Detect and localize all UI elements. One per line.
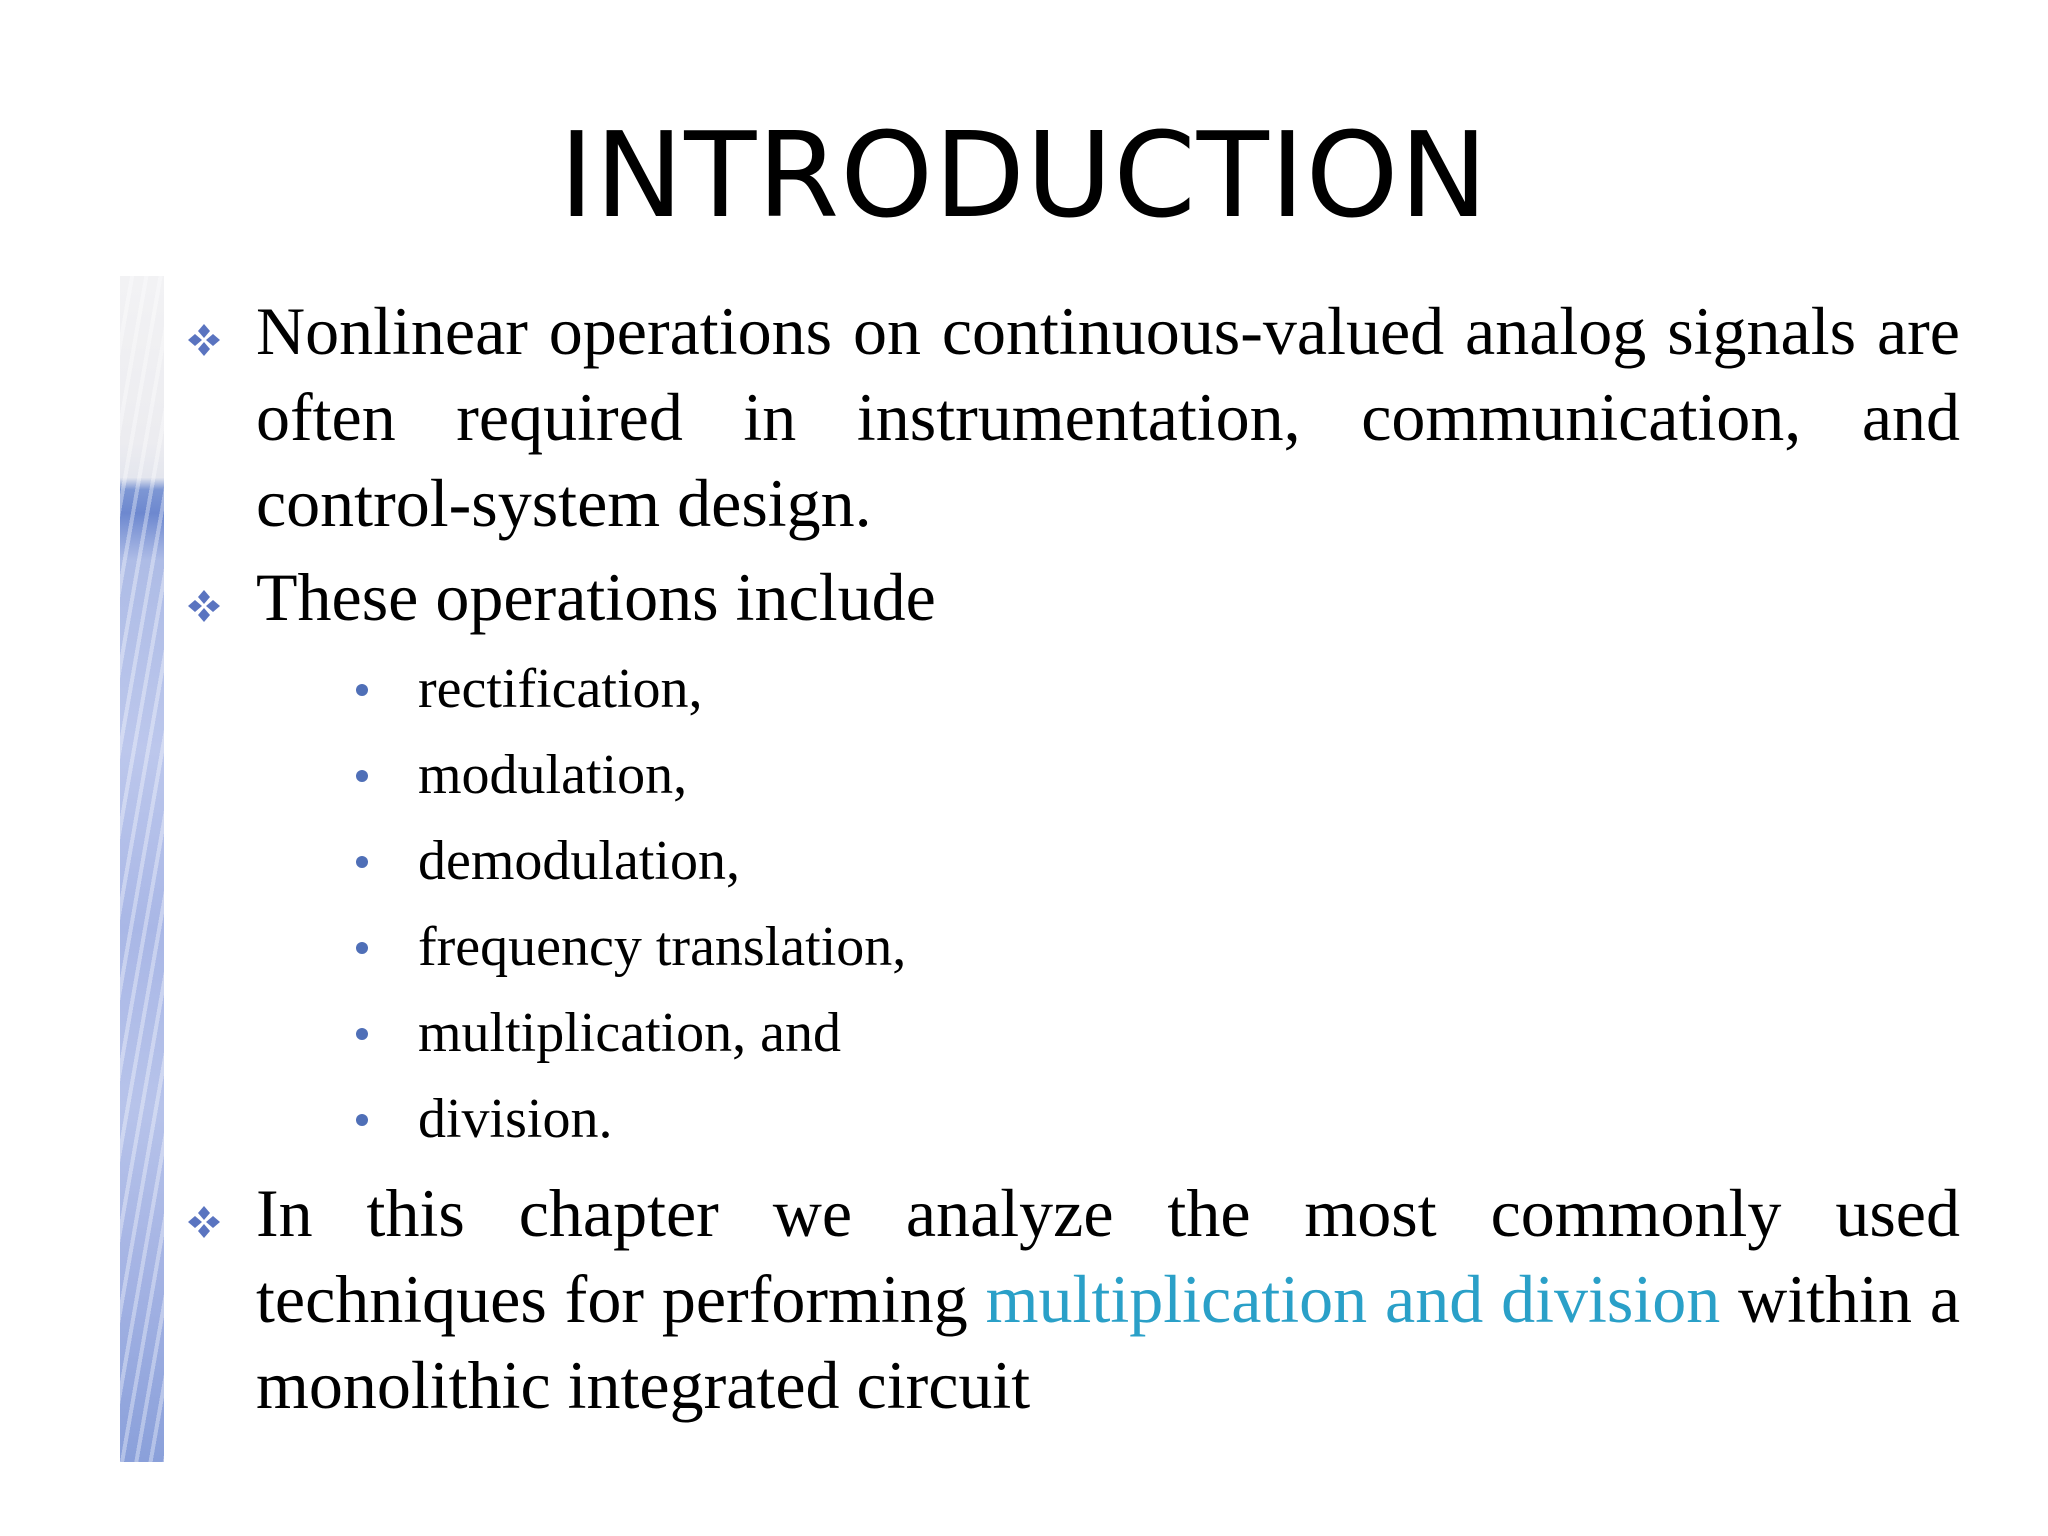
bullet-text: In this chapter we analyze the most commonly used techniques for performing [256,1175,1960,1337]
slide-title: INTRODUCTION [559,106,1489,244]
bullet-text: Nonlinear operations on continuous-valued analog signals are often required in instrumentation, communication, and control-system design. [256,293,1960,541]
sublist-text: division. [418,1088,613,1150]
bullet-item [180,1170,1960,1428]
list-item [256,1076,1960,1162]
dot-bullet-icon [356,942,368,954]
operations-sublist [256,646,1960,1162]
list-item [256,646,1960,732]
sublist-text: rectification, [418,658,703,720]
four-diamond-bullet-icon [186,1204,222,1240]
bullet-item [180,288,1960,546]
dot-bullet-icon [356,1028,368,1040]
four-diamond-bullet-icon [186,588,222,624]
bullet-item [180,554,1960,1162]
bullet-text: within a monolithic integrated circuit [256,1261,1961,1423]
sublist-text: demodulation, [418,830,740,892]
sublist-text: modulation, [418,744,688,806]
list-item [256,732,1960,818]
highlighted-text: multiplication and division [985,1261,1721,1337]
dot-bullet-icon [356,856,368,868]
dot-bullet-icon [356,684,368,696]
list-item [256,818,1960,904]
slide-content [180,288,1960,1428]
sublist-text: multiplication, and [418,1002,842,1064]
decorative-side-strip [120,276,164,1462]
bullet-text: These operations include [256,559,936,635]
list-item [256,904,1960,990]
list-item [256,990,1960,1076]
dot-bullet-icon [356,1114,368,1126]
dot-bullet-icon [356,770,368,782]
four-diamond-bullet-icon [186,322,222,358]
sublist-text: frequency translation, [418,916,907,978]
